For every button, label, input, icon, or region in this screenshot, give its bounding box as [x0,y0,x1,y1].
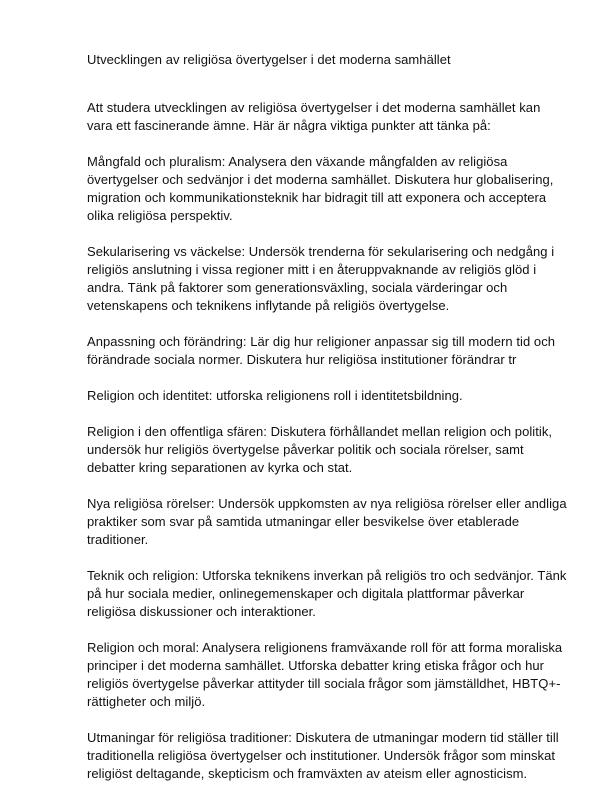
document-title: Utvecklingen av religiösa övertygelser i det moderna samhället [87,52,451,67]
paragraph-religion-morality: Religion och moral: Analysera religionens framväxande roll för att forma moraliska principer i det moderna samhället. Utforska debatter kring etiska frågor och hur religiös övertygelse påverkar attityder till sociala frågor som jämställdhet, HBTQ+-rättigheter och miljö. [87,640,563,709]
paragraph-challenges-traditions: Utmaningar för religiösa traditioner: Diskutera de utmaningar modern tid ställer till traditionella religiösa övertygelser och institutioner. Undersök frågor som minskat religiöst deltagande, skepticism och framväxten av ateism eller agnosticism. [87,730,559,781]
paragraph-diversity-pluralism: Mångfald och pluralism: Analysera den växande mångfalden av religiösa övertygelser och sedvänjor i det moderna samhället. Diskutera hur globalisering, migration och kommunikationsteknik har bidragit till att exponera och acceptera olika religiösa perspektiv. [87,154,554,223]
paragraph-technology-religion: Teknik och religion: Utforska teknikens inverkan på religiös tro och sedvänjor. Tänk på hur sociala medier, onlinegemenskaper och digitala plattformar påverkar religiösa diskussioner och interaktioner. [87,568,567,619]
paragraph-religion-identity: Religion och identitet: utforska religionens roll i identitetsbildning. [87,388,463,403]
paragraph-public-sphere: Religion i den offentliga sfären: Diskutera förhållandet mellan religion och politik, undersök hur religiös övertygelse påverkar politik och sociala rörelser, samt debatter kring separationen av kyrka och stat. [87,424,553,475]
paragraph-adaptation-change: Anpassning och förändring: Lär dig hur religioner anpassar sig till modern tid och förändrade sociala normer. Diskutera hur religiösa institutioner förändrar tr [87,334,556,367]
paragraph-intro: Att studera utvecklingen av religiösa övertygelser i det moderna samhället kan vara ett fascinerande ämne. Här är några viktiga punkter att tänka på: [87,100,541,133]
paragraph-secularization-revival: Sekularisering vs väckelse: Undersök trenderna för sekularisering och nedgång i religiös anslutning i vissa regioner mitt i en återuppvaknande av religiös glöd i andra. Tänk på faktorer som generationsväxling, sociala värderingar och vetenskapens och teknikens inflytande på religiös övertygelse. [87,244,555,313]
document-page [87,51,567,801]
paragraph-new-movements: Nya religiösa rörelser: Undersök uppkomsten av nya religiösa rörelser eller andliga praktiker som svar på samtida utmaningar eller besvikelse över etablerade traditioner. [87,496,567,547]
